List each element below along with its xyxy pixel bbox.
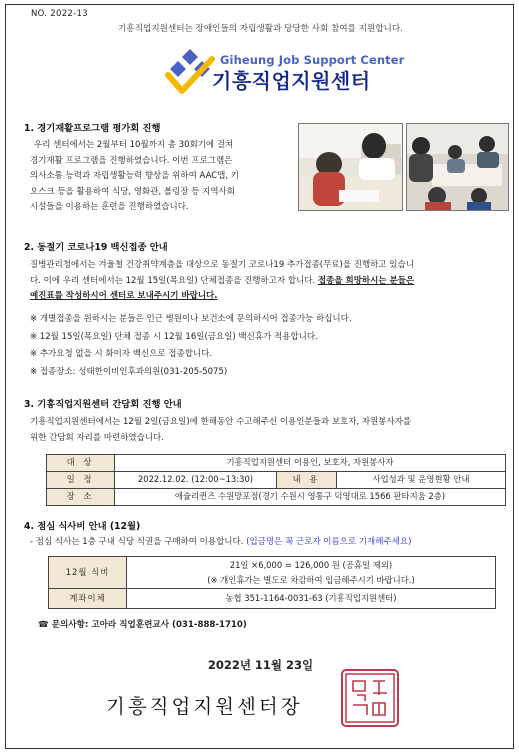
meeting-info-table: [46, 454, 506, 506]
note-item: ※ 12월 15일(목요일) 단체 접종 시 12월 16일(금요일) 백신휴가 적용합니다.: [30, 331, 318, 342]
program-photo-1: [298, 123, 403, 211]
content-label: 내 용: [277, 472, 337, 489]
section4-body: [30, 537, 411, 548]
issuer-name: 기흥직업지원센터장: [106, 695, 303, 718]
table-row: [47, 489, 506, 506]
place-value: 애슐리퀸즈 수원망포점(경기 수원시 영통구 덕영대로 1566 판타지움 2층): [115, 489, 506, 506]
target-value: 기흥직업지원센터 이용인, 보호자, 자원봉사자: [115, 455, 506, 472]
section3-line: 위한 간담회 자리를 마련하였습니다.: [30, 432, 164, 443]
meal-fee-table: [48, 556, 496, 609]
section3-line: 기흥직업지원센터에서는 12월 2일(금요일)에 한해동안 수고해주신 이용인분들과 보호자, 자원봉사자를: [30, 417, 412, 427]
seal-stamp-icon: [343, 671, 397, 725]
section4-highlight: (입금명은 꼭 근로자 이름으로 기재해주세요): [246, 537, 412, 547]
newsletter-page: [5, 4, 514, 749]
official-seal: [341, 669, 399, 727]
section4-title: 4. 점심 식사비 안내 (12월): [24, 521, 141, 532]
note-item: ※ 추가요청 없을 시 화이자 백신으로 접종합니다.: [30, 349, 213, 359]
document-number: NO. 2022-13: [31, 9, 88, 19]
vaccine-notes: [30, 311, 352, 381]
section4-text: - 점심 식사는 1층 구내 식당 식권을 구매하여 이용합니다.: [30, 537, 247, 547]
section1-line: 우리 센터에서는 2월부터 10월까지 총 30회기에 걸쳐: [34, 140, 234, 150]
center-logo: [164, 43, 405, 103]
section2-line: 질병관리청에서는 겨울철 건강취약계층을 대상으로 동절기 코로나19 추가접종(무료)을 진행하고 있습니: [30, 260, 414, 270]
section1-line: 의사소통 능력과 자립생활능력 향상을 위하여 AAC앱, 키: [30, 171, 239, 181]
contact-info: ☎ 문의사항: 고아라 직업훈련교사 (031-888-1710): [38, 620, 247, 630]
note-item: ※ 접종장소: 성태한이비인후과의원(031-205-5075): [30, 366, 228, 377]
section2-title: 2. 동절기 코로나19 백신접종 안내: [24, 242, 168, 253]
center-motto: 기흥직업지원센터는 장애인들의 자립생활과 당당한 사회 참여를 지원합니다.: [118, 24, 403, 34]
section1-line: 경기재활 프로그램을 진행하였습니다. 이번 프로그램은: [30, 155, 233, 166]
account-label: 계좌이체: [49, 589, 127, 609]
logo-korean-name: 기흥직업지원센터: [212, 69, 371, 93]
section1-line: 시설들을 이용하는 훈련을 진행하였습니다.: [30, 202, 189, 212]
section3-body: [30, 415, 510, 446]
table-row: [49, 557, 496, 589]
logo-english-name: Giheung Job Support Center: [220, 53, 405, 67]
fee-calc: 21일 ×6,000 = 126,000 원 (공휴일 제외): [229, 559, 393, 570]
target-label: 대 상: [47, 455, 115, 472]
section2-emphasis: 접종을 희망하시는 분들은: [317, 275, 415, 286]
fee-value: [127, 557, 496, 589]
fee-label: 12월 식비: [49, 557, 127, 589]
section3-title: 3. 기흥직업지원센터 간담회 진행 안내: [24, 399, 182, 410]
issue-date: 2022년 11월 23일: [207, 658, 314, 672]
date-value: 2022.12.02. (12:00~13:30): [115, 472, 277, 489]
date-label: 일 정: [47, 472, 115, 489]
table-row: [49, 589, 496, 609]
table-row: [47, 455, 506, 472]
checkmark-logo-icon: [164, 45, 216, 97]
section1-title: 1. 경기재활프로그램 평가회 진행: [24, 123, 161, 134]
section2-line: [30, 274, 510, 290]
fee-note: (※ 개인휴가는 별도로 차감하여 입금해주시기 바랍니다.): [207, 574, 415, 585]
section2-emphasis: 예진표를 작성하시어 센터로 보내주시기 바랍니다.: [30, 291, 218, 301]
note-item: ※ 개별접종을 원하시는 분들은 인근 병원이나 보건소에 문의하시어 접종가능 하십니다.: [30, 314, 352, 324]
section1-line: 오스크 등을 활용하여 식당, 영화관, 볼링장 등 지역사회: [30, 186, 235, 197]
place-label: 장 소: [47, 489, 115, 506]
section2-line2-text: 다. 이에 우리 센터에서는 12월 15일(목요일) 단체접종을 진행하고자 합니다.: [30, 275, 318, 286]
program-photo-2: [406, 123, 509, 211]
section1-body: [30, 138, 300, 216]
table-row: [47, 472, 506, 489]
account-value: 농협 351-1164-0031-63 (기흥직업지원센터): [127, 589, 496, 609]
section2-body: [30, 258, 510, 305]
content-value: 사업성과 및 운영현황 안내: [337, 472, 506, 489]
